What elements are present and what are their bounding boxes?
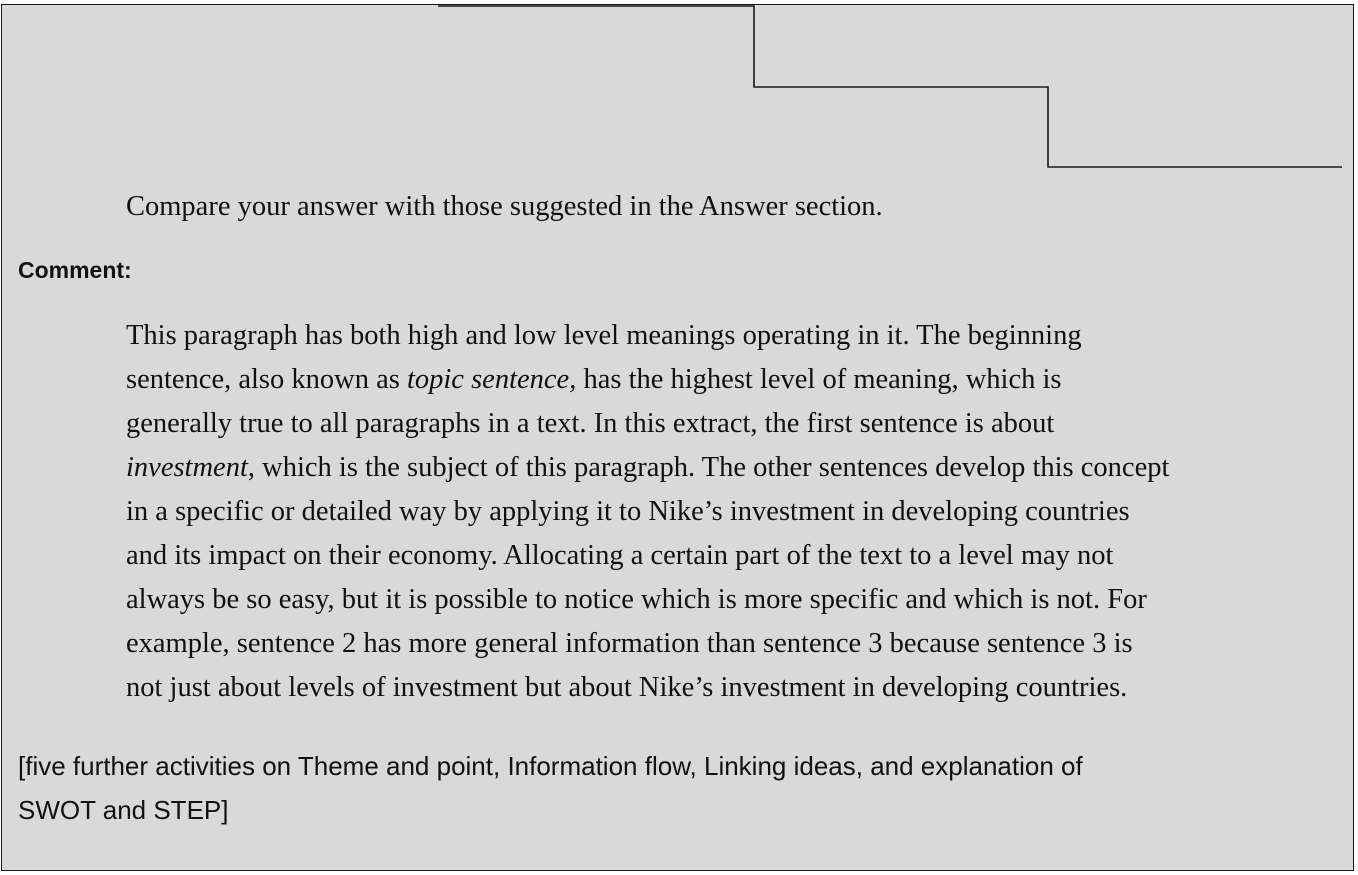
comment-line-2: sentence, also known as topic sentence, has the highest level of meaning, which is <box>126 364 1062 395</box>
comment-line-4: investment, which is the subject of this paragraph. The other sentences develop this concept <box>126 452 1170 483</box>
compare-instruction: Compare your answer with those suggested in the Answer section. <box>126 191 883 222</box>
comment-heading: Comment: <box>18 257 132 283</box>
further-activities-note <box>18 744 1338 832</box>
topic-sentence-term: topic sentence, <box>406 364 577 395</box>
comment-line-6: and its impact on their economy. Allocating a certain part of the text to a level may not <box>126 540 1114 571</box>
comment-line-3: generally true to all paragraphs in a text. In this extract, the first sentence is about <box>126 408 1055 439</box>
comment-line-8: example, sentence 2 has more general information than sentence 3 because sentence 3 is <box>126 628 1133 659</box>
comment-line-7: always be so easy, but it is possible to notice which is more specific and which is not. For <box>126 584 1147 615</box>
further-activities-line-2: SWOT and STEP] <box>18 795 229 825</box>
comment-line-9: not just about levels of investment but about Nike’s investment in developing countries. <box>126 672 1128 703</box>
further-activities-line-1: [five further activities on Theme and point, Information flow, Linking ideas, and explanation of <box>18 751 1083 781</box>
comment-line-1: This paragraph has both high and low level meanings operating in it. The beginning <box>126 320 1082 351</box>
investment-term: investment <box>126 452 248 483</box>
comment-line-5: in a specific or detailed way by applying it to Nike’s investment in developing countries <box>126 496 1130 527</box>
comment-paragraph <box>126 314 1348 710</box>
